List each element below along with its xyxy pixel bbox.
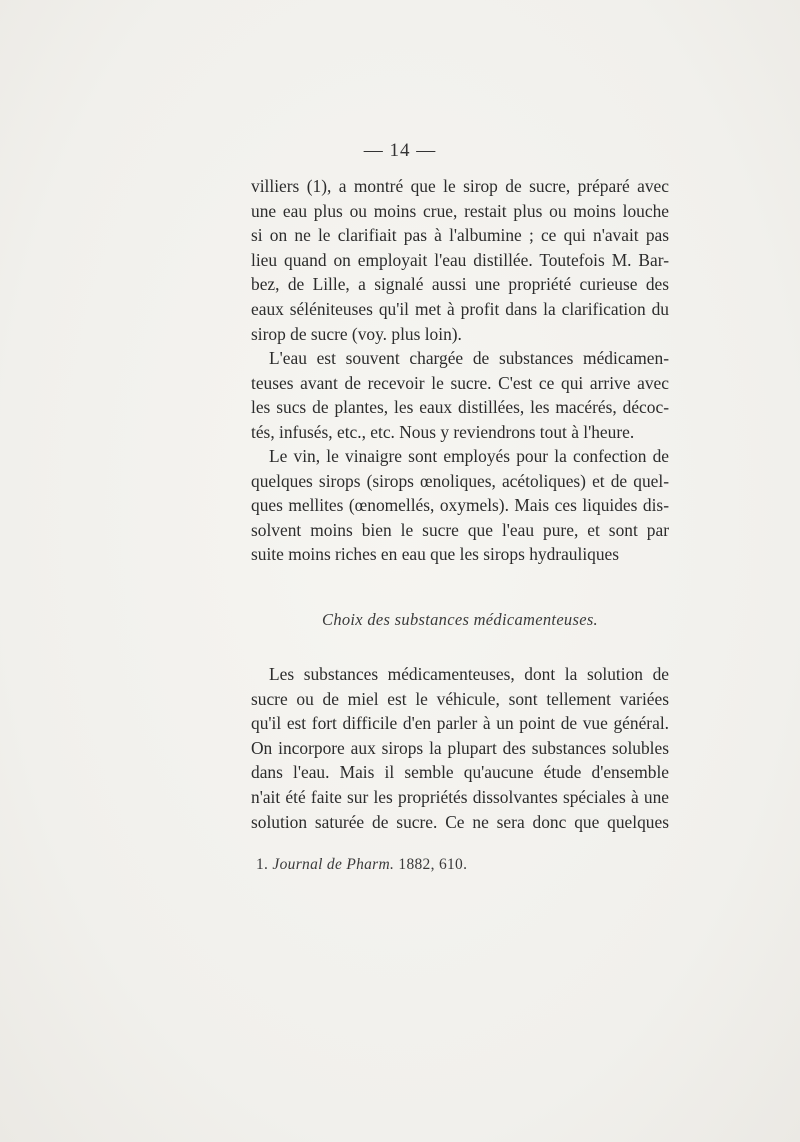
text-line: solution saturée de sucre. Ce ne sera donc que quelques	[251, 811, 669, 832]
text-line: bez, de Lille, a signalé aussi une propriété curieuse des	[251, 274, 669, 295]
page-number: — 14 —	[363, 140, 437, 161]
text-line: villiers (1), a montré que le sirop de sucre, préparé avec	[251, 176, 669, 196]
text-line: les sucs de plantes, les eaux distillées, les macérés, décoc-	[251, 397, 669, 418]
text-line: dans l'eau. Mais il semble qu'aucune étude d'ensemble	[251, 762, 669, 783]
footnote-details: 1882, 610.	[398, 856, 468, 873]
paragraph-1	[251, 174, 669, 346]
text-line: teuses avant de recevoir le sucre. C'est ce qui arrive avec	[251, 372, 669, 393]
text-line: ques mellites (œnomellés, oxymels). Mais ces liquides dis-	[251, 495, 669, 516]
text-line: Le vin, le vinaigre sont employés pour la confection de	[269, 446, 669, 466]
text-line: eaux séléniteuses qu'il met à profit dans la clarification du	[251, 298, 669, 319]
text-line: sucre ou de miel est le véhicule, sont tellement variées	[251, 688, 669, 709]
footnote-source: Journal de Pharm.	[272, 856, 395, 873]
section-heading: Choix des substances médicamenteuses.	[322, 610, 598, 629]
text-line: si on ne le clarifiait pas à l'albumine ; ce qui n'avait pas	[251, 225, 669, 246]
text-line: tés, infusés, etc., etc. Nous y reviendrons tout à l'heure.	[251, 421, 635, 442]
text-line: solvent moins bien le sucre que l'eau pure, et sont par	[251, 519, 669, 540]
text-line: Les substances médicamenteuses, dont la solution de	[269, 664, 669, 684]
text-line: On incorpore aux sirops la plupart des substances solubles	[251, 737, 669, 758]
text-line: une eau plus ou moins crue, restait plus ou moins louche	[251, 200, 669, 221]
text-line: quelques sirops (sirops œnoliques, acétoliques) et de quel-	[251, 470, 669, 491]
text-line: suite moins riches en eau que les sirops hydrauliques	[251, 544, 620, 565]
footnote	[256, 856, 467, 874]
text-line: qu'il est fort difficile d'en parler à un point de vue général.	[251, 713, 669, 734]
footnote-number: 1.	[256, 856, 269, 873]
text-line: lieu quand on employait l'eau distillée. Toutefois M. Bar-	[251, 249, 669, 270]
text-line: n'ait été faite sur les propriétés dissolvantes spéciales à une	[251, 786, 669, 807]
section-paragraph	[251, 662, 669, 834]
paragraph-3	[251, 444, 669, 567]
paragraph-2	[251, 346, 669, 444]
text-line: sirop de sucre (voy. plus loin).	[251, 323, 462, 344]
text-line: L'eau est souvent chargée de substances médicamen-	[269, 348, 669, 368]
